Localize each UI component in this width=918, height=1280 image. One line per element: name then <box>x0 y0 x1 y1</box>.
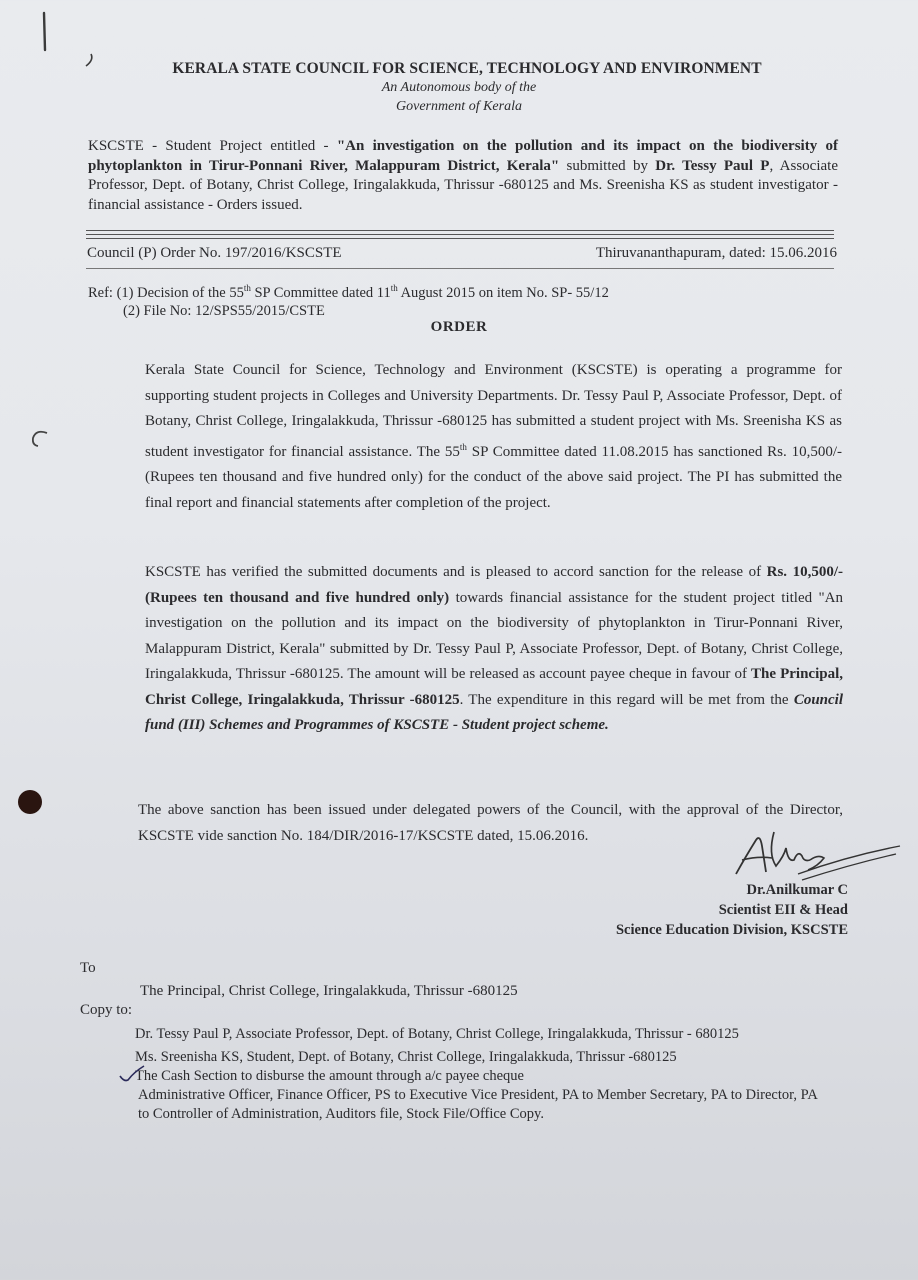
reference-1: Ref: (1) Decision of the 55th SP Committee dated 11th August 2015 on item No. SP- 55/12 <box>88 283 609 301</box>
signatory-designation: Scientist EII & Head <box>718 902 848 918</box>
divider <box>86 238 834 239</box>
punch-hole <box>18 790 42 814</box>
pi-name: Dr. Tessy Paul P <box>655 157 770 174</box>
divider <box>86 234 834 235</box>
paragraph-1: Kerala State Council for Science, Technology and Environment (KSCSTE) is operating a programme for supporting student projects in Colleges and University Departments. Dr. Tessy Paul P, Associate Professor, Dept. of Botany, Christ College, Iringalakkuda, Thrissur -680125 has submitted a student project with Ms. Sreenisha KS as student investigator for financial assistance. The 55th SP Committee dated 11.08.2015 has sanctioned Rs. 10,500/- (Rupees ten thousand and five hundred only) for the conduct of the above said project. The PI has submitted the final report and financial statements after completion of the project. <box>145 362 843 511</box>
divider <box>86 230 834 231</box>
order-number-line <box>87 245 837 262</box>
references <box>88 279 609 320</box>
signature <box>728 826 908 886</box>
to-label: To <box>80 960 96 976</box>
org-name: KERALA STATE COUNCIL FOR SCIENCE, TECHNOLOGY AND ENVIRONMENT <box>172 60 762 77</box>
list-item: The Cash Section to disburse the amount through a/c payee cheque <box>135 1068 524 1084</box>
reference-2: (2) File No: 12/SPS55/2015/CSTE <box>123 302 325 319</box>
org-subtitle-2: Government of Kerala <box>396 99 522 114</box>
org-subtitle: An Autonomous body of the <box>381 80 537 95</box>
copy-list <box>135 1025 825 1124</box>
list-item: Ms. Sreenisha KS, Student, Dept. of Botany, Christ College, Iringalakkuda, Thrissur -680125 <box>135 1049 677 1065</box>
paragraph-2: KSCSTE has verified the submitted documents and is pleased to accord sanction for the release of Rs. 10,500/- (Rupees ten thousand and five hundred only) towards financial assistance for the student project titled "An investigation on the pollution and its impact on the biodiversity of phytoplankton in Tirur-Ponnani River, Malappuram District, Kerala" submitted by Dr. Tessy Paul P, Associate Professor, Dept. of Botany, Christ College, Iringalakkuda, Thrissur -680125. The amount will be released as account payee cheque in favour of The Principal, Christ College, Iringalakkuda, Thrissur -680125. The expenditure in this regard will be met from the Council fund (III) Schemes and Programmes of KSCSTE - Student project scheme. <box>145 564 843 733</box>
signatory-name: Dr.Anilkumar C <box>746 882 848 898</box>
payee: The Principal, Christ College, Iringalakkuda, Thrissur -680125 <box>145 666 843 708</box>
tick-mark <box>118 1064 146 1084</box>
list-item: Administrative Officer, Finance Officer, PS to Executive Vice President, PA to Member Secretary, PA to Director, PA to Controller of Administration, Auditors file, Stock File/Office Copy. <box>138 1087 818 1122</box>
order-heading: ORDER <box>430 319 488 335</box>
copy-to-label: Copy to: <box>80 1002 133 1018</box>
fund-head: Council fund (III) Schemes and Programmes of KSCSTE - Student project scheme. <box>145 691 843 733</box>
order-number: Council (P) Order No. 197/2016/KSCSTE <box>87 245 342 261</box>
paragraph-3: The above sanction has been issued under delegated powers of the Council, with the approval of the Director, KSCSTE vide sanction No. 184/DIR/2016-17/KSCSTE dated, 15.06.2016. <box>138 802 843 844</box>
to-address: The Principal, Christ College, Iringalakkuda, Thrissur -680125 <box>140 983 518 999</box>
pen-mark <box>28 428 50 450</box>
project-title: "An investigation on the pollution and its impact on the biodiversity of phytoplankton in Tirur-Ponnani River, Malappuram District, Kerala" <box>88 138 838 174</box>
signatory-division: Science Education Division, KSCSTE <box>615 922 848 938</box>
subject: KSCSTE - Student Project entitled - "An investigation on the pollution and its impact on the biodiversity of phytoplankton in Tirur-Ponnani River, Malappuram District, Kerala" submitted by Dr. Tessy Paul P, Associate Professor, Dept. of Botany, Christ College, Iringalakkuda, Thrissur -680125 and Ms. Sreenisha KS as student investigator - financial assistance - Orders issued. <box>88 138 838 213</box>
sanction-amount: Rs. 10,500/- (Rupees ten thousand and five hundred only) <box>145 564 843 606</box>
signatory-block <box>616 880 848 940</box>
list-item: Dr. Tessy Paul P, Associate Professor, Dept. of Botany, Christ College, Iringalakkuda, Thrissur - 680125 <box>135 1026 739 1042</box>
place-date: Thiruvananthapuram, dated: 15.06.2016 <box>595 245 837 261</box>
pen-mark <box>38 10 52 52</box>
divider <box>86 268 834 269</box>
